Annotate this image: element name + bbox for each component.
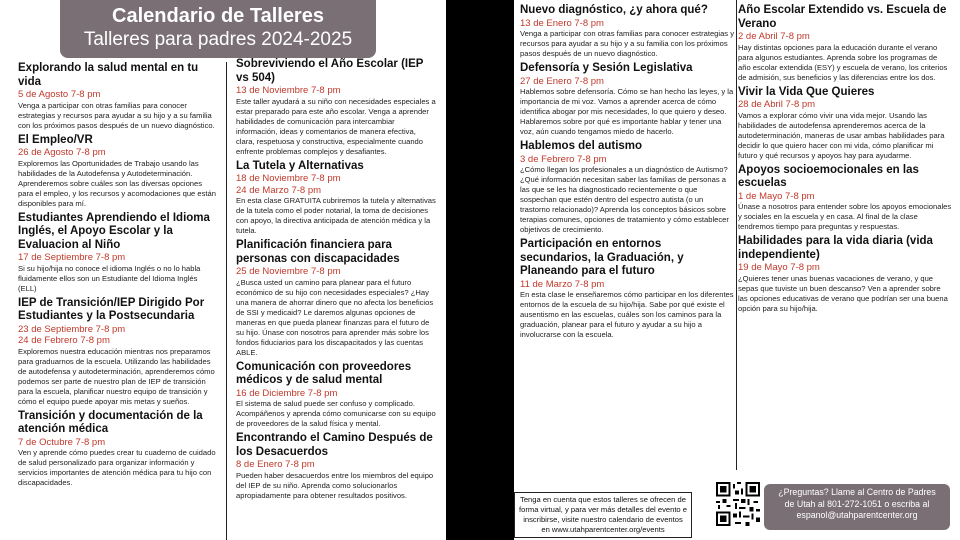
flyer-page-2 bbox=[514, 0, 960, 540]
page-title: Calendario de Talleres bbox=[112, 5, 324, 27]
workshop-title: Nuevo diagnóstico, ¿y ahora qué? bbox=[520, 4, 708, 16]
workshop-date: 19 de Mayo 7-8 pm bbox=[738, 262, 820, 273]
page2-column-right bbox=[738, 4, 952, 317]
workshop-item bbox=[738, 4, 952, 83]
workshop-item bbox=[520, 238, 734, 340]
workshop-date: 11 de Marzo 7-8 pm bbox=[520, 278, 605, 290]
virtual-note-box: Tenga en cuenta que estos talleres se ofrecen de forma virtual, y para ver más detalles del evento e inscribirse, visite nuestro calendario de eventos en www.utahparentcenter.org/events bbox=[514, 492, 692, 538]
workshop-description: ¿Busca usted un camino para planear para el futuro económico de su hijo con necesidades especiales? ¿Hay una manera de ahorrar dinero que no afecta los beneficios de SSI y medicaid? Le daremos algunas opciones de maneras en que pueda planear finanzas para el futuro de su hijo. Únase con nosotros para aprender más sobre los fondos fiduciarios para los discapacitados y las cuentas ABLE. bbox=[236, 277, 434, 357]
workshop-date: 2 de Abril 7-8 pm bbox=[738, 31, 810, 42]
workshop-date: 27 de Enero 7-8 pm bbox=[520, 75, 604, 87]
workshop-description: ¿Quieres tener unas buenas vacaciones de verano, y que sepas que tuviste un buen descanso? Ven a aprender sobre las opciones educativas de verano que podrían ser una buena opción para su hijo/hija. bbox=[738, 273, 948, 313]
workshop-title: IEP de Transición/IEP Dirigido Por Estudiantes y la Postsecundaria bbox=[18, 296, 205, 322]
workshop-title: Sobreviviendo el Año Escolar (IEP vs 504) bbox=[236, 58, 424, 84]
workshop-date: 24 de Febrero 7-8 pm bbox=[18, 335, 110, 346]
workshop-description: Venga a participar con otras familias para conocer estrategias y recursos para ayudar a su hijo y a su familia con los próximos pasos después de un nuevo diagnóstico. bbox=[520, 29, 735, 58]
workshop-item bbox=[236, 361, 436, 430]
workshop-title: Año Escolar Extendido vs. Escuela de Verano bbox=[738, 4, 947, 30]
workshop-description: Hay distintas opciones para la educación durante el verano para algunos estudiantes. Aprenda sobre los programas de año escolar extendida (ESY) y escuela de verano, los criterios de admisión, sus beneficios y las diferencias entre los dos. bbox=[738, 42, 948, 82]
workshop-title: Apoyos socioemocionales en las escuelas bbox=[738, 163, 919, 189]
workshop-title: Participación en entornos secundarios, la Graduación, y Planeando para el futuro bbox=[520, 238, 684, 277]
workshop-description: En esta clase le enseñaremos cómo participar en los diferentes entornos de la escuela de su hijo/hija. Sabe por qué existe el ausentismo en las escuelas, cuáles son los caminos para la graduación, planear para el futuro y ayudar a su hijo a involucrarse con la escuela. bbox=[520, 290, 734, 339]
workshop-description: En esta clase GRATUITA cubriremos la tutela y alternativas de la tutela como el poder notarial, la toma de decisiones con apoyo, la directiva anticipada de atención médica y la tutela. bbox=[236, 196, 436, 235]
workshop-date: 18 de Noviembre 7-8 pm bbox=[236, 173, 341, 184]
workshop-item bbox=[18, 410, 218, 489]
contact-box bbox=[764, 484, 950, 530]
workshop-description: Únase a nosotros para entender sobre los apoyos emocionales y sociales en la escuela y en casa. Al final de la clase tendremos tiempo para preguntas y respuestas. bbox=[738, 202, 952, 231]
workshop-title: Hablemos del autismo bbox=[520, 140, 643, 152]
workshop-item bbox=[18, 134, 218, 209]
workshop-date: 23 de Septiembre 7-8 pm bbox=[18, 323, 126, 335]
workshop-date: 28 de Abril 7-8 pm bbox=[738, 99, 816, 110]
contact-email[interactable]: espanol@utahparentcenter.org bbox=[796, 510, 918, 520]
workshop-title: Explorando la salud mental en tu vida bbox=[18, 62, 199, 88]
workshop-description: Este taller ayudará a su niño con necesidades especiales a estar preparado para este año escolar. Venga a aprender habilidades de comunicación para intercambiar información, ideas y comentarios de manera efectiva, clara, respetuosa y constructiva, especialmente cuando enfrente problemas complejos y desafiantes. bbox=[236, 96, 436, 156]
workshop-description: Hablemos sobre defensoría. Cómo se han hecho las leyes, y la importancia de mi voz. Vamos a aprender acerca de cómo identifica abogar por mis necesidades, lo que quiero y deseo. Hablaremos sobre por qué es importante hablar y tener una voz, aún cuando tengamos miedo de hacerlo. bbox=[520, 87, 734, 136]
workshop-date: 13 de Noviembre 7-8 pm bbox=[236, 85, 341, 96]
workshop-date: 13 de Enero 7-8 pm bbox=[520, 17, 604, 29]
workshop-date: 5 de Agosto 7-8 pm bbox=[18, 89, 101, 100]
workshop-description: Exploremos nuestra educación mientras nos preparamos para graduarnos de la escuela. Utilizando las habilidades de autodefensa y autodeterminación, aprenderemos cómo podemos ser parte de nuestro plan de IEP de transición para la escuela, planificar nuestro equipo de transición y cómo el equipo puede apoyar mis metas y sueños. bbox=[18, 346, 215, 406]
header-banner bbox=[60, 0, 376, 58]
workshop-description: El sistema de salud puede ser confuso y complicado. Acompáñenos y aprenda cómo comunicarse con su equipo de proveedores de la salud física y mental. bbox=[236, 399, 436, 428]
workshop-date: 24 de Marzo 7-8 pm bbox=[236, 184, 322, 196]
workshop-item bbox=[18, 297, 218, 407]
workshop-title: Comunicación con proveedores médicos y de salud mental bbox=[236, 360, 412, 386]
column-divider bbox=[736, 0, 737, 470]
workshop-description: ¿Cómo llegan los profesionales a un diagnóstico de Autismo? ¿Qué información necesitan saber las familias de personas a las que se les ha diagnosticado recientemente o que sospechan que estén dentro del espectro autista (o un trastorno relacionado)? Aprenda los conceptos básicos sobre terapias comunes, opciones de tratamiento y cómo establecer objetivos de crecimiento. bbox=[520, 165, 729, 234]
workshop-item bbox=[236, 58, 436, 157]
workshop-item bbox=[18, 212, 218, 294]
workshop-title: Habilidades para la vida diaria (vida independiente) bbox=[738, 235, 933, 261]
workshop-date: 8 de Enero 7-8 pm bbox=[236, 459, 315, 470]
workshop-description: Si su hijo/hija no conoce el idioma Inglés o no lo habla fluidamente ellos son un Estudiante del Idioma Inglés (ELL) bbox=[18, 263, 201, 293]
column-divider bbox=[226, 62, 227, 540]
workshop-title: El Empleo/VR bbox=[18, 133, 93, 146]
workshop-title: Planificación financiera para personas con discapacidades bbox=[236, 239, 400, 265]
qr-code-icon[interactable] bbox=[716, 482, 760, 526]
workshop-title: Vivir la Vida Que Quieres bbox=[738, 85, 875, 98]
workshop-title: Defensoría y Sesión Legislativa bbox=[520, 62, 693, 74]
workshop-description: Pueden haber desacuerdos entre los miembros del equipo del IEP de su niño. Aprenda como solucionarlos apropiadamente para obtener resultados positivos. bbox=[236, 470, 434, 500]
workshop-item bbox=[236, 432, 436, 501]
workshop-description: Venga a participar con otras familias para conocer estrategias y recursos para ayudar a su hijo y a su familia con los próximos pasos después de un nuevo diagnóstico. bbox=[18, 100, 215, 130]
workshop-title: Encontrando el Camino Después de los Desacuerdos bbox=[236, 432, 433, 458]
workshop-item bbox=[520, 4, 734, 59]
page-subtitle: Talleres para padres 2024-2025 bbox=[83, 29, 353, 50]
workshop-description: Exploremos las Oportunidades de Trabajo usando las habilidades de la Autodefensa y Autodeterminación. Aprenderemos sobre cuáles son las diversas opciones para el empleo, y los recursos y acomodaciones que están disponibles para mí. bbox=[18, 158, 216, 208]
workshop-date: 25 de Noviembre 7-8 pm bbox=[236, 266, 341, 277]
contact-line: ¿Preguntas? Llame al Centro de Padres bbox=[778, 487, 936, 497]
workshop-item bbox=[738, 235, 952, 314]
workshop-date: 16 de Diciembre 7-8 pm bbox=[236, 387, 338, 399]
workshop-description: Vamos a explorar cómo vivir una vida mejor. Usando las habilidades de autodefensa aprenderemos acerca de la autodeterminación, maneras de usar ambas habilidades para decidir lo que quiero hacer con mi vida, cómo planificar mi futuro y qué recursos y apoyos hay para ayudarme. bbox=[738, 110, 945, 160]
workshop-date: 1 de Mayo 7-8 pm bbox=[738, 190, 815, 202]
page2-column-left bbox=[520, 4, 734, 343]
workshop-item bbox=[520, 62, 734, 137]
workshop-date: 7 de Octubre 7-8 pm bbox=[18, 436, 106, 448]
workshop-item bbox=[236, 239, 436, 358]
workshop-title: La Tutela y Alternativas bbox=[236, 159, 364, 172]
workshop-item bbox=[520, 140, 734, 235]
page1-column-right bbox=[236, 58, 436, 504]
workshop-date: 17 de Septiembre 7-8 pm bbox=[18, 252, 126, 263]
workshop-title: Estudiantes Aprendiendo el Idioma Inglés, el Apoyo Escolar y la Evaluacion al Niño bbox=[18, 211, 210, 251]
workshop-date: 26 de Agosto 7-8 pm bbox=[18, 147, 106, 158]
workshop-item bbox=[18, 62, 218, 131]
workshop-date: 3 de Febrero 7-8 pm bbox=[520, 153, 607, 165]
workshop-description: Ven y aprende cómo puedes crear tu cuaderno de cuidado de salud personalizado para organizar información y servicios importantes de atención médica para tu hijo con discapacidades. bbox=[18, 448, 216, 487]
workshop-item bbox=[738, 86, 952, 161]
contact-footer bbox=[710, 476, 956, 536]
workshop-item bbox=[738, 164, 952, 233]
contact-line: de Utah al 801-272-1051 o escriba al bbox=[784, 498, 930, 509]
flyer-page-1 bbox=[0, 0, 446, 540]
workshop-title: Transición y documentación de la atención médica bbox=[18, 409, 203, 435]
workshop-item bbox=[236, 160, 436, 237]
page1-column-left bbox=[18, 62, 218, 491]
